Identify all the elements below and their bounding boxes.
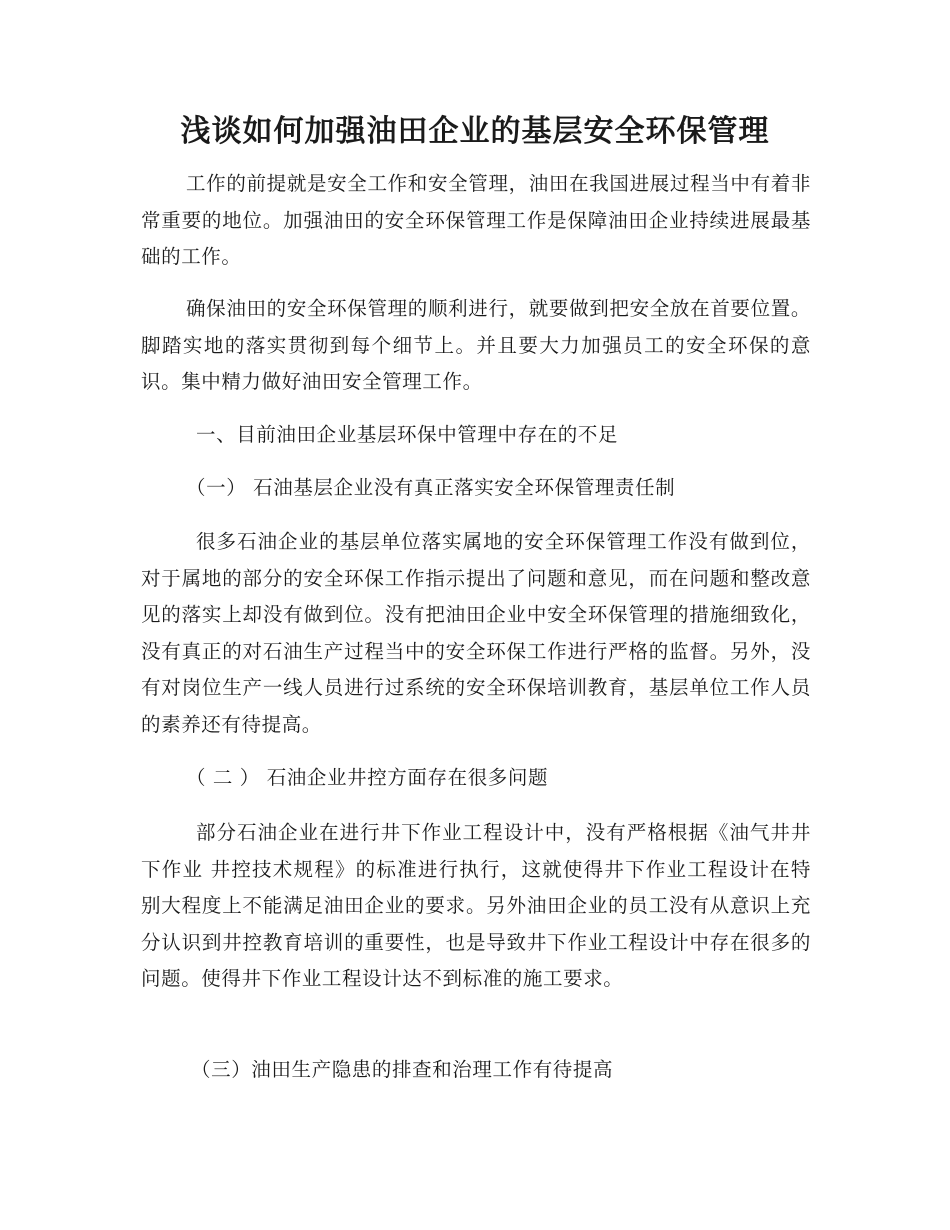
- subsection-heading-2: （ 二 ） 石油企业井控方面存在很多问题: [186, 766, 549, 789]
- paragraph-safety-priority: 确保油田的安全环保管理的顺利进行，就要做到把安全放在首要位置。脚踏实地的落实贯彻到每个细节上。并且要大力加强员工的安全环保的意识。集中精力做好油田安全管理工作。: [141, 297, 811, 393]
- paragraph-well-control: 部分石油企业在进行井下作业工程设计中，没有严格根据《油气井井下作业 井控技术规程》的标准进行执行，这就使得井下作业工程设计在特别大程度上不能满足油田企业的要求。另外油田企业的员工没有从意识上充分认识到井控教育培训的重要性，也是导致井下作业工程设计中存在很多的问题。使得井下作业工程设计达不到标准的施工要求。: [141, 821, 811, 990]
- subsection-heading-3: （三）油田生产隐患的排查和治理工作有待提高: [191, 1058, 614, 1081]
- paragraph-responsibility: 很多石油企业的基层单位落实属地的安全环保管理工作没有做到位，对于属地的部分的安全环保工作指示提出了问题和意见，而在问题和整改意见的落实上却没有做到位。没有把油田企业中安全环保管理的措施细致化，没有真正的对石油生产过程当中的安全环保工作进行严格的监督。另外，没有对岗位生产一线人员进行过系统的安全环保培训教育，基层单位工作人员的素养还有待提高。: [141, 530, 811, 736]
- document-title: 浅谈如何加强油田企业的基层安全环保管理: [180, 114, 770, 149]
- paragraph-intro: 工作的前提就是安全工作和安全管理，油田在我国进展过程当中有着非常重要的地位。加强油田的安全环保管理工作是保障油田企业持续进展最基础的工作。: [141, 172, 811, 268]
- subsection-heading-1: （一） 石油基层企业没有真正落实安全环保管理责任制: [186, 476, 676, 499]
- section-heading-1: 一、目前油田企业基层环保中管理中存在的不足: [196, 423, 619, 446]
